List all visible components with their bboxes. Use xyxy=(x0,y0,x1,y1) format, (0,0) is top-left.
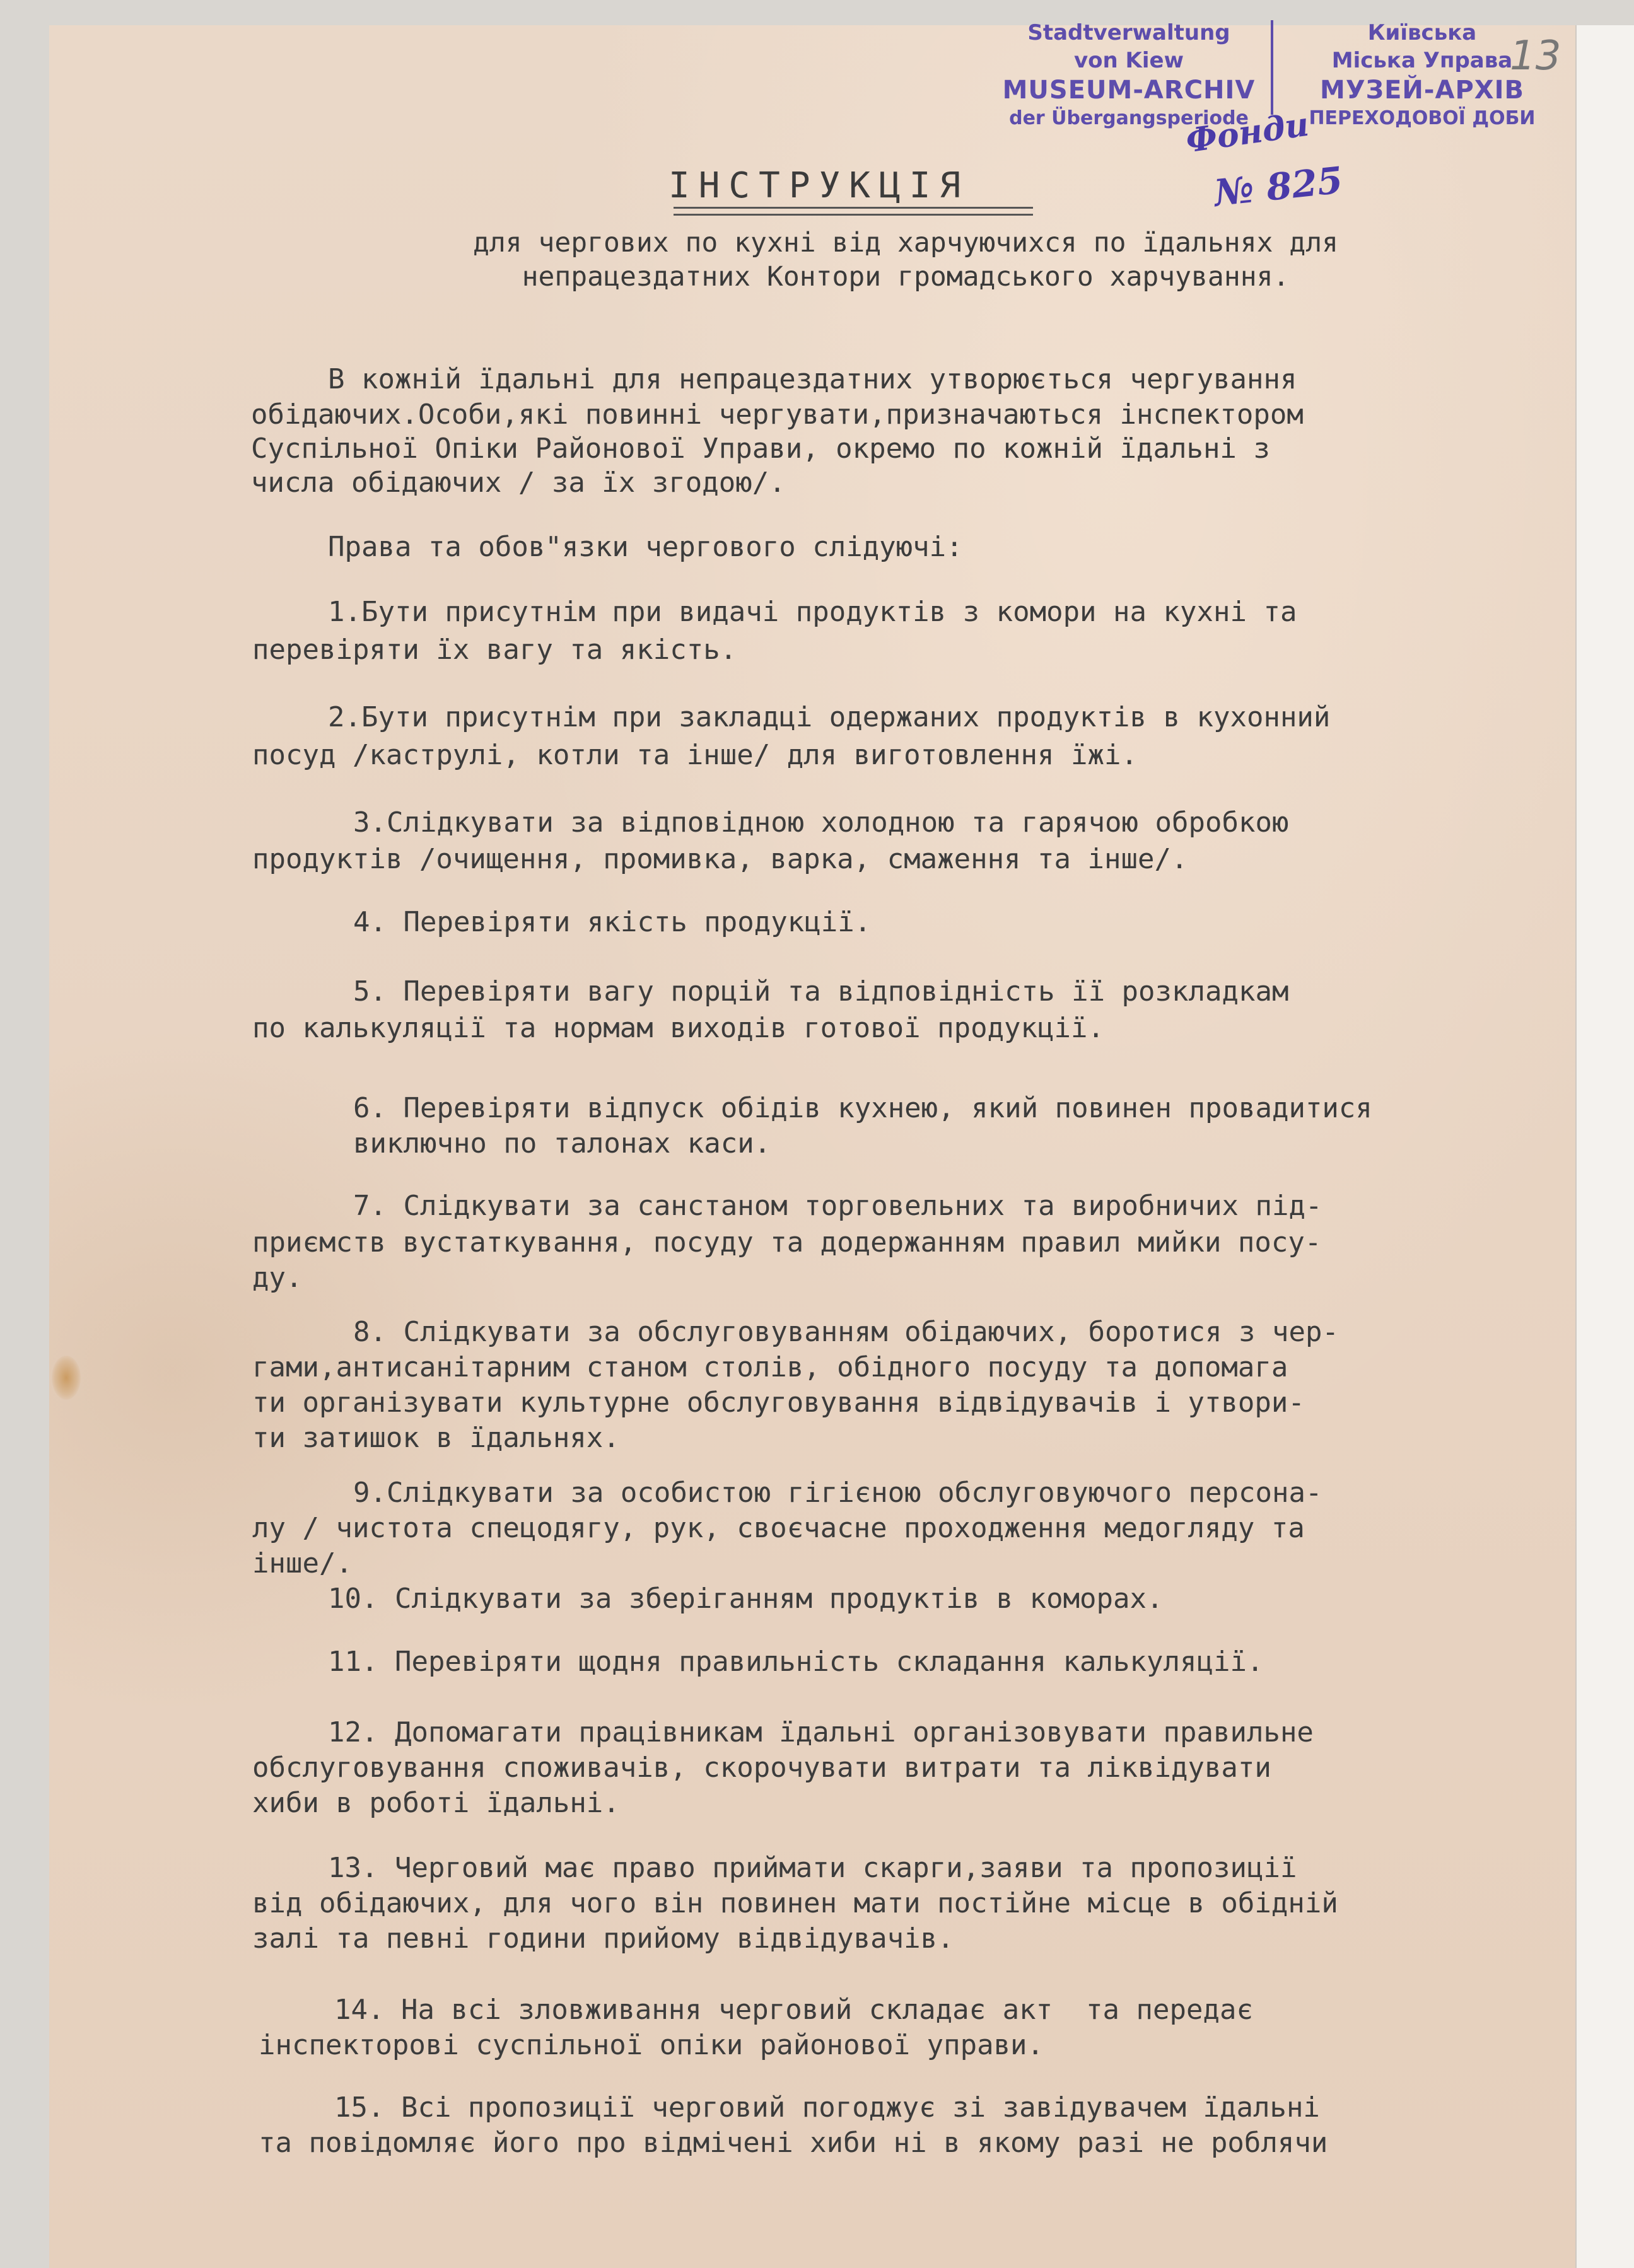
item-line: лу / чистота спецодягу, рук, своєчасне проходження медогляду та xyxy=(252,1512,1305,1544)
stamp-german-block xyxy=(984,19,1274,131)
item-line: приємств вустаткування, посуду та додержанням правил мийки посу- xyxy=(252,1226,1322,1259)
item-line: гами,антисанітарним станом столів, обідного посуду та допомага xyxy=(252,1351,1288,1383)
item-line: 2.Бути присутнім при закладці одержаних продуктів в кухонний xyxy=(328,701,1331,733)
item-line: залі та певні години прийому відвідувачів. xyxy=(252,1922,954,1955)
item-line: хиби в роботі їдальні. xyxy=(252,1787,620,1819)
item-line: ду. xyxy=(252,1262,303,1294)
stamp-divider xyxy=(1271,20,1273,115)
stamp-line: der Übergangsperiode xyxy=(1009,107,1249,129)
item-line: ти організувати культурне обслуговування відвідувачів і утвори- xyxy=(252,1387,1305,1419)
item-line: 5. Перевіряти вагу порцій та відповідність її розкладкам xyxy=(353,975,1289,1008)
item-line: обслуговування споживачів, скорочувати витрати та ліквідувати xyxy=(252,1752,1271,1784)
stamp-line: Міська Управа xyxy=(1331,48,1513,73)
intro-line: Суспільної Опіки Районової Управи, окремо по кожній їдальні з xyxy=(251,433,1270,465)
item-line: перевіряти їх вагу та якість. xyxy=(252,634,737,666)
item-line: 12. Допомагати працівникам їдальні організовувати правильне xyxy=(328,1716,1314,1748)
item-line: 10. Слідкувати за зберіганням продуктів в коморах. xyxy=(328,1583,1164,1615)
item-line: та повідомляє його про відмічені хиби ні в якому разі не роблячи xyxy=(259,2127,1328,2159)
item-line: 4. Перевіряти якість продукції. xyxy=(353,906,872,938)
title-underline xyxy=(674,207,1033,216)
item-line: по калькуляції та нормам виходів готової продукції. xyxy=(252,1012,1105,1044)
intro-line: обідаючих.Особи,які повинні чергувати,призначаються інспектором xyxy=(251,398,1304,431)
stamp-line: MUSEUM-ARCHIV xyxy=(1002,76,1256,105)
paper-stain xyxy=(52,1356,81,1400)
document-title: ІНСТРУКЦІЯ xyxy=(668,165,970,206)
item-line: ти затишок в їдальнях. xyxy=(252,1422,620,1454)
subtitle-line: для чергових по кухні від харчуючихся по їдальнях для xyxy=(472,227,1339,259)
subtitle-line: непрацездатних Контори громадського харчування. xyxy=(522,261,1290,293)
item-line: 14. На всі зловживання черговий складає акт та передає xyxy=(334,1994,1253,2026)
item-line: 6. Перевіряти відпуск обідів кухнею, який повинен провадитися виключно по талонах каси. xyxy=(353,1092,1372,1160)
handwritten-number: № 825 xyxy=(1212,158,1345,215)
sheet-number: 13 xyxy=(1510,33,1561,79)
item-line: від обідаючих, для чого він повинен мати постійне місце в обідній xyxy=(252,1887,1338,1919)
stamp-line: Stadtverwaltung xyxy=(1027,20,1230,45)
intro-line: В кожній їдальні для непрацездатних утворюється чергування xyxy=(328,363,1297,395)
item-line: 8. Слідкувати за обслуговуванням обідаючих, боротися з чер- xyxy=(353,1316,1339,1348)
stamp-line: ПЕРЕХОДОВОЇ ДОБИ xyxy=(1309,107,1536,129)
item-line: 7. Слідкувати за санстаном торговельних та виробничих під- xyxy=(353,1190,1322,1222)
stamp-line: von Kiew xyxy=(1073,48,1184,73)
item-line: 11. Перевіряти щодня правильність складання калькуляції. xyxy=(328,1646,1264,1678)
item-line: 9.Слідкувати за особистою гігієною обслуговуючого персона- xyxy=(353,1477,1322,1509)
handwritten-fond: Фонди xyxy=(1183,105,1312,161)
item-line: посуд /каструлі, котли та інше/ для виготовлення їжі. xyxy=(252,739,1138,771)
stamp-line: МУЗЕЙ-АРХІВ xyxy=(1320,76,1524,105)
item-line: 1.Бути присутнім при видачі продуктів з комори на кухні та xyxy=(328,596,1297,628)
item-line: інше/. xyxy=(252,1547,353,1579)
item-line: продуктів /очищення, промивка, варка, смаження та інше/. xyxy=(252,843,1188,875)
item-line: 3.Слідкувати за відповідною холодною та гарячою обробкою xyxy=(353,806,1289,839)
intro-line: числа обідаючих / за їх згодою/. xyxy=(251,467,786,499)
scan-background-strip xyxy=(1575,25,1634,2268)
stamp-line: Київська xyxy=(1367,20,1477,45)
rights-heading: Права та обов"язки чергового слідуючі: xyxy=(328,531,963,563)
item-line: інспекторові суспільної опіки районової управи. xyxy=(259,2029,1044,2061)
item-line: 13. Черговий має право приймати скарги,заяви та пропозиції xyxy=(328,1852,1297,1884)
item-line: 15. Всі пропозиції черговий погоджує зі завідувачем їдальні xyxy=(334,2091,1320,2124)
